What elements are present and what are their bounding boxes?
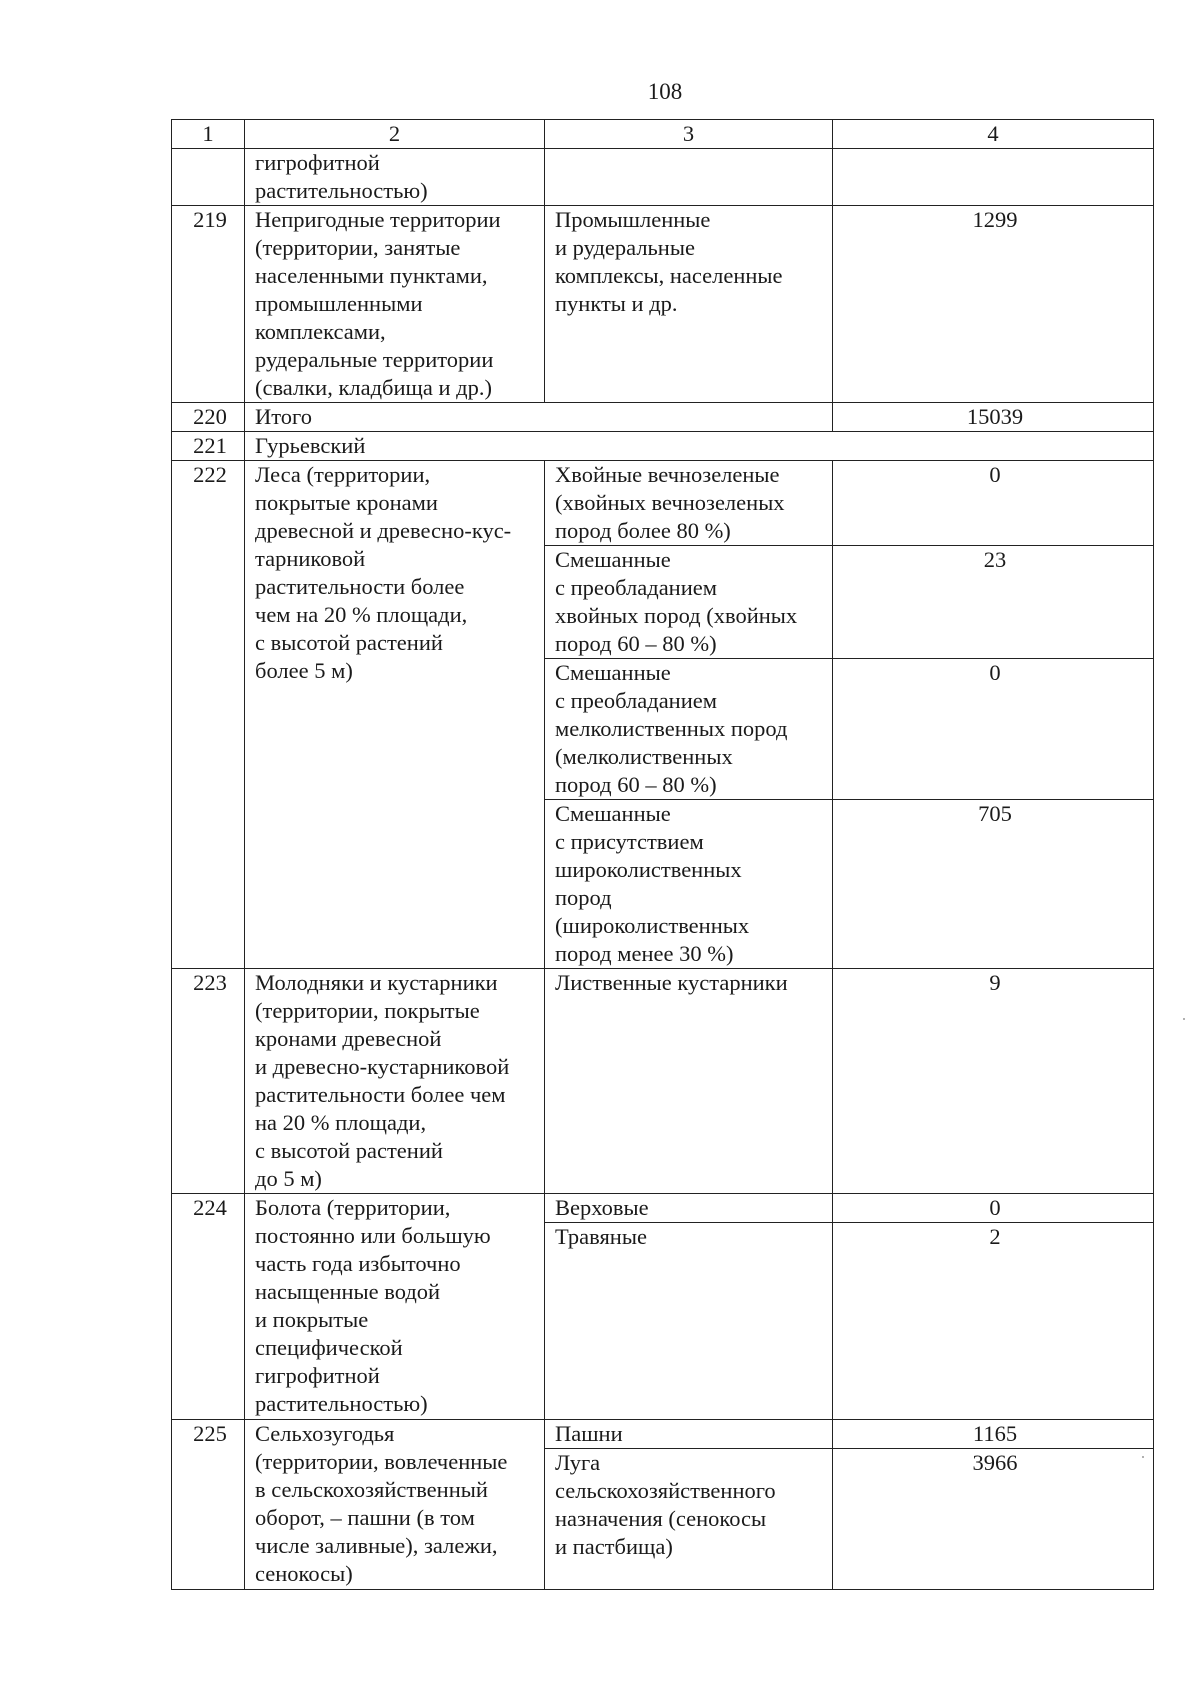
total-value: 15039	[833, 403, 1154, 432]
total-label: Итого	[245, 403, 833, 432]
row-number: 219	[172, 206, 245, 403]
row-number: 225	[172, 1420, 245, 1590]
total-row	[172, 403, 1154, 432]
land-subtype: Хвойные вечнозеленые (хвойных вечнозеленых пород более 80 %)	[545, 461, 833, 546]
area-value: 3966	[833, 1449, 1154, 1590]
table-row	[172, 206, 1154, 403]
area-value: 0	[833, 659, 1154, 800]
area-value: 705	[833, 800, 1154, 969]
land-subtype	[545, 149, 833, 206]
area-value: 9	[833, 969, 1154, 1194]
land-category: Леса (территории, покрытые кронами древесной и древесно-кус- тарниковой растительности более чем на 20 % площади, с высотой растений более 5 м)	[245, 461, 545, 969]
scan-speck	[1183, 1018, 1185, 1020]
row-number: 222	[172, 461, 245, 969]
area-value: 2	[833, 1223, 1154, 1420]
row-number: 221	[172, 432, 245, 461]
table-row	[172, 149, 1154, 206]
table-row	[172, 461, 1154, 546]
land-subtype: Верховые	[545, 1194, 833, 1223]
land-category: Молодняки и кустарники (территории, покрытые кронами древесной и древесно-кустарниковой растительности более чем на 20 % площади, с высотой растений до 5 м)	[245, 969, 545, 1194]
area-value: 1299	[833, 206, 1154, 403]
area-value: 0	[833, 461, 1154, 546]
district-name: Гурьевский	[245, 432, 1154, 461]
table-row	[172, 1194, 1154, 1223]
header-col-3: 3	[545, 120, 833, 149]
row-number: 224	[172, 1194, 245, 1420]
land-category: Непригодные территории (территории, занятые населенными пунктами, промышленными комплексами, рудеральные территории (свалки, кладбища и др.)	[245, 206, 545, 403]
area-value: 1165	[833, 1420, 1154, 1449]
land-category: гигрофитной растительностью)	[245, 149, 545, 206]
land-subtype: Смешанные с преобладанием хвойных пород (хвойных пород 60 – 80 %)	[545, 546, 833, 659]
land-subtype: Лиственные кустарники	[545, 969, 833, 1194]
table-row	[172, 1420, 1154, 1449]
area-value	[833, 149, 1154, 206]
land-subtype: Смешанные с преобладанием мелколиственных пород (мелколиственных пород 60 – 80 %)	[545, 659, 833, 800]
land-category: Болота (территории, постоянно или большую часть года избыточно насыщенные водой и покрытые специфической гигрофитной растительностью)	[245, 1194, 545, 1420]
land-subtype: Промышленные и рудеральные комплексы, населенные пункты и др.	[545, 206, 833, 403]
land-subtype: Смешанные с присутствием широколиственных пород (широколиственных пород менее 30 %)	[545, 800, 833, 969]
header-row	[172, 120, 1154, 149]
area-value: 23	[833, 546, 1154, 659]
header-col-2: 2	[245, 120, 545, 149]
row-number: 220	[172, 403, 245, 432]
land-subtype: Луга сельскохозяйственного назначения (сенокосы и пастбища)	[545, 1449, 833, 1590]
row-number	[172, 149, 245, 206]
scan-speck	[1142, 1456, 1144, 1458]
page-number: 108	[647, 79, 683, 104]
land-cover-table	[171, 119, 1154, 1590]
area-value: 0	[833, 1194, 1154, 1223]
table-row	[172, 969, 1154, 1194]
header-col-4: 4	[833, 120, 1154, 149]
header-col-1: 1	[172, 120, 245, 149]
land-subtype: Пашни	[545, 1420, 833, 1449]
row-number: 223	[172, 969, 245, 1194]
district-row	[172, 432, 1154, 461]
land-category: Сельхозугодья (территории, вовлеченные в сельскохозяйственный оборот, – пашни (в том числе заливные), залежи, сенокосы)	[245, 1420, 545, 1590]
land-subtype: Травяные	[545, 1223, 833, 1420]
